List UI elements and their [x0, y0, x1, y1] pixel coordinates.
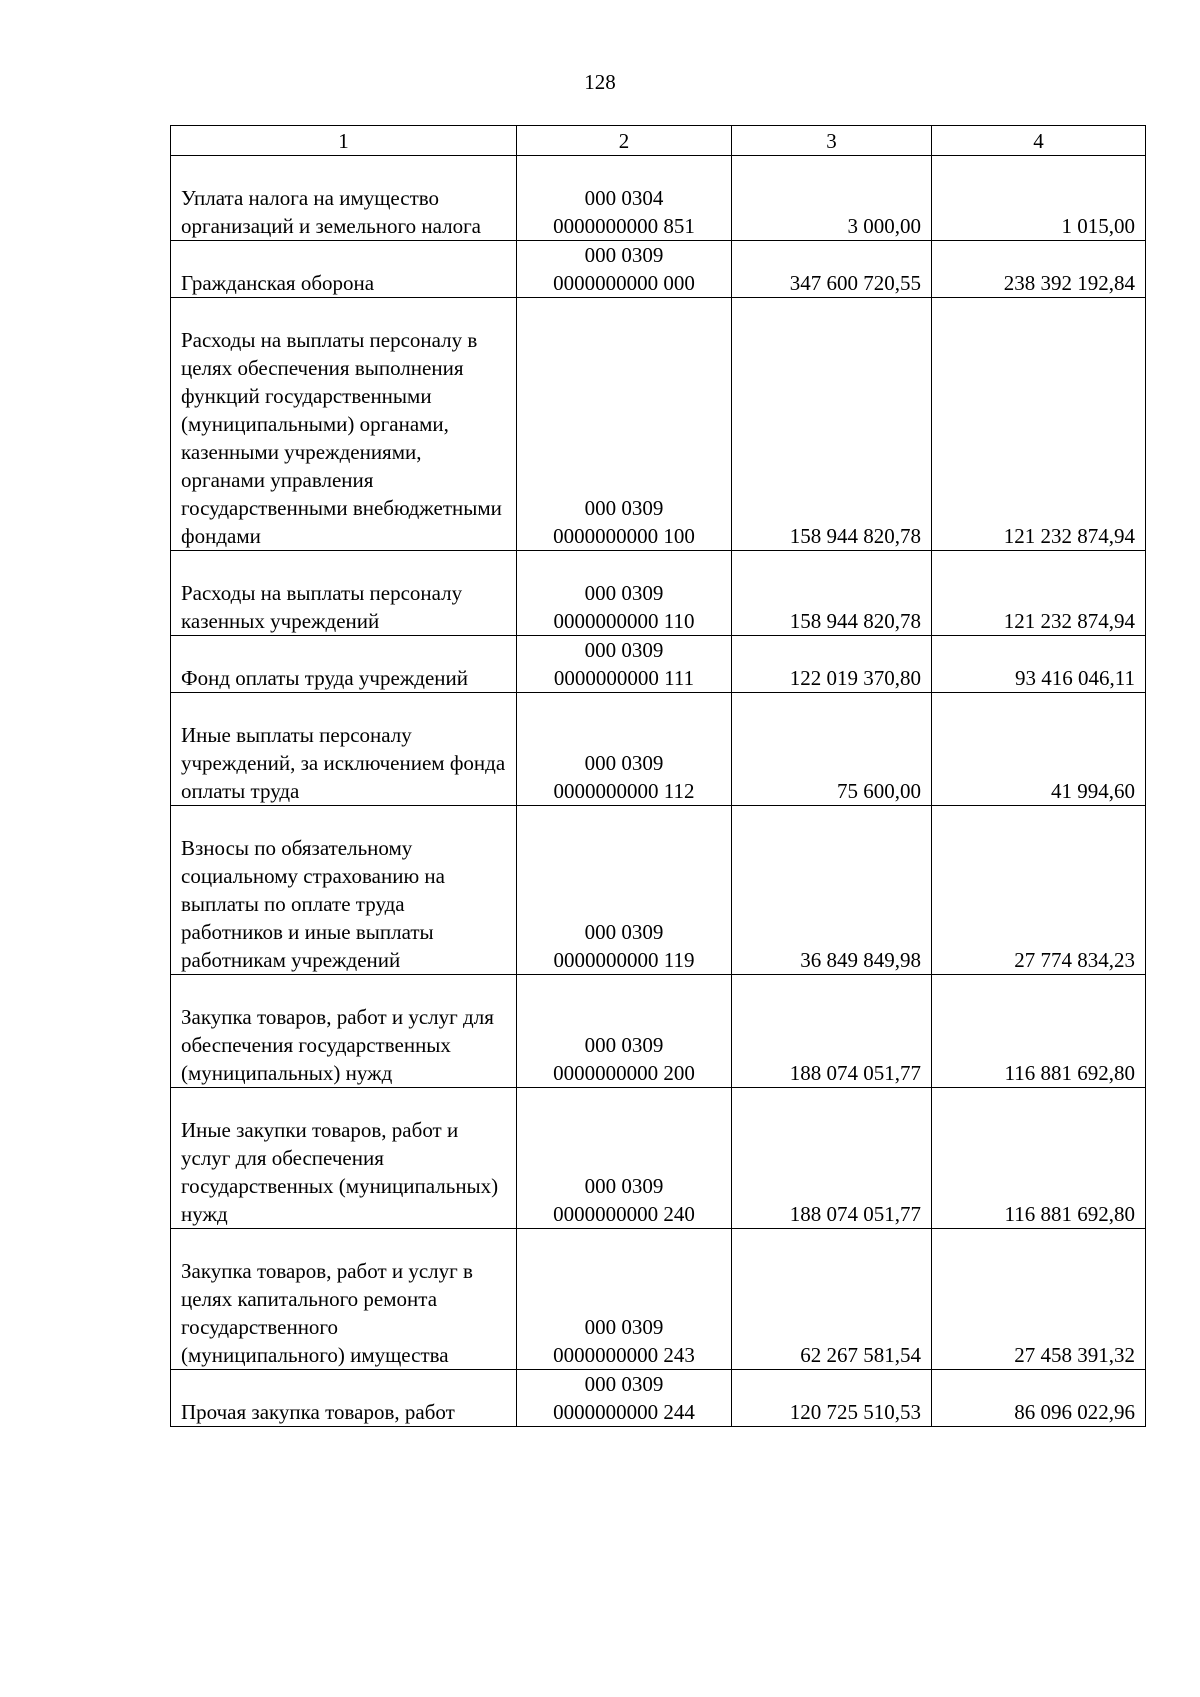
executed-amount: 93 416 046,11	[932, 636, 1146, 693]
executed-amount: 116 881 692,80	[932, 1088, 1146, 1229]
classification-code: 000 0309 0000000000 119	[517, 806, 732, 975]
approved-amount: 188 074 051,77	[732, 1088, 932, 1229]
column-header: 1	[171, 126, 517, 156]
column-header: 2	[517, 126, 732, 156]
table-row	[171, 156, 1146, 241]
expense-name: Фонд оплаты труда учреждений	[171, 636, 517, 693]
approved-amount: 188 074 051,77	[732, 975, 932, 1088]
classification-code: 000 0309 0000000000 240	[517, 1088, 732, 1229]
executed-amount: 1 015,00	[932, 156, 1146, 241]
expense-name: Иные закупки товаров, работ и услуг для обеспечения государственных (муниципальных) нужд	[171, 1088, 517, 1229]
executed-amount: 238 392 192,84	[932, 241, 1146, 298]
expense-name: Закупка товаров, работ и услуг для обеспечения государственных (муниципальных) нужд	[171, 975, 517, 1088]
classification-code: 000 0309 0000000000 111	[517, 636, 732, 693]
expense-name: Расходы на выплаты персоналу казенных учреждений	[171, 551, 517, 636]
approved-amount: 62 267 581,54	[732, 1229, 932, 1370]
classification-code: 000 0309 0000000000 110	[517, 551, 732, 636]
column-header: 4	[932, 126, 1146, 156]
table-header-row	[171, 126, 1146, 156]
table-row	[171, 1088, 1146, 1229]
expense-name: Уплата налога на имущество организаций и земельного налога	[171, 156, 517, 241]
table-row	[171, 551, 1146, 636]
classification-code: 000 0309 0000000000 000	[517, 241, 732, 298]
approved-amount: 158 944 820,78	[732, 298, 932, 551]
executed-amount: 27 774 834,23	[932, 806, 1146, 975]
approved-amount: 3 000,00	[732, 156, 932, 241]
expense-name: Взносы по обязательному социальному страхованию на выплаты по оплате труда работников и иные выплаты работникам учреждений	[171, 806, 517, 975]
approved-amount: 347 600 720,55	[732, 241, 932, 298]
executed-amount: 86 096 022,96	[932, 1370, 1146, 1427]
table-row	[171, 636, 1146, 693]
expense-name: Расходы на выплаты персоналу в целях обеспечения выполнения функций государственными (муниципальными) органами, казенными учреждениями, органами управления государственными внебюджетными фондами	[171, 298, 517, 551]
classification-code: 000 0309 0000000000 244	[517, 1370, 732, 1427]
expense-name: Закупка товаров, работ и услуг в целях капитального ремонта государственного (муниципального) имущества	[171, 1229, 517, 1370]
approved-amount: 122 019 370,80	[732, 636, 932, 693]
executed-amount: 116 881 692,80	[932, 975, 1146, 1088]
approved-amount: 75 600,00	[732, 693, 932, 806]
table-row	[171, 298, 1146, 551]
table-row	[171, 241, 1146, 298]
table-row	[171, 693, 1146, 806]
expense-name: Гражданская оборона	[171, 241, 517, 298]
column-header: 3	[732, 126, 932, 156]
approved-amount: 36 849 849,98	[732, 806, 932, 975]
approved-amount: 158 944 820,78	[732, 551, 932, 636]
approved-amount: 120 725 510,53	[732, 1370, 932, 1427]
table-row	[171, 1229, 1146, 1370]
table-row	[171, 1370, 1146, 1427]
executed-amount: 27 458 391,32	[932, 1229, 1146, 1370]
expense-name: Иные выплаты персоналу учреждений, за исключением фонда оплаты труда	[171, 693, 517, 806]
executed-amount: 121 232 874,94	[932, 298, 1146, 551]
expense-name: Прочая закупка товаров, работ	[171, 1370, 517, 1427]
page-number: 128	[584, 70, 616, 94]
classification-code: 000 0309 0000000000 243	[517, 1229, 732, 1370]
classification-code: 000 0309 0000000000 112	[517, 693, 732, 806]
classification-code: 000 0309 0000000000 200	[517, 975, 732, 1088]
table-row	[171, 975, 1146, 1088]
classification-code: 000 0304 0000000000 851	[517, 156, 732, 241]
classification-code: 000 0309 0000000000 100	[517, 298, 732, 551]
executed-amount: 121 232 874,94	[932, 551, 1146, 636]
executed-amount: 41 994,60	[932, 693, 1146, 806]
table-row	[171, 806, 1146, 975]
budget-table	[170, 125, 1146, 1427]
